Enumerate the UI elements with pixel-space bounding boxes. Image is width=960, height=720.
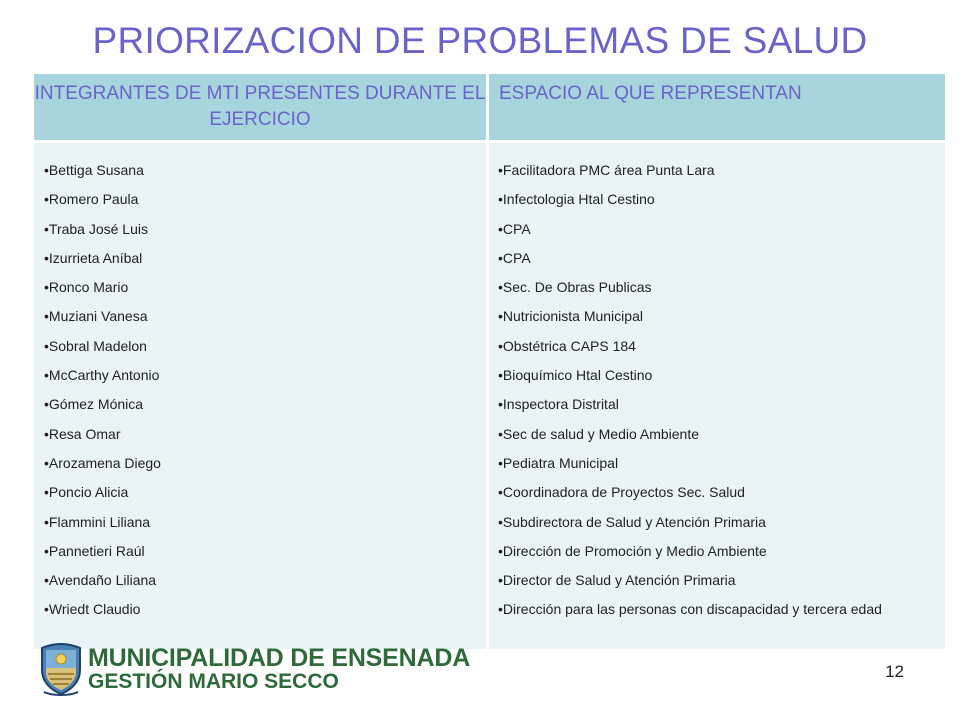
list-item: • Avendaño Liliana [44, 566, 486, 595]
members-table [34, 74, 942, 646]
list-item: • Pediatra Municipal [498, 449, 945, 478]
members-list [44, 156, 486, 625]
list-item: • Subdirectora de Salud y Atención Primaria [498, 508, 945, 537]
list-item: • Sec. De Obras Publicas [498, 273, 945, 302]
logo-line2: GESTIÓN MARIO SECCO [88, 670, 339, 693]
logo-line1: MUNICIPALIDAD DE ENSENADA [88, 644, 471, 672]
spaces-list [498, 156, 945, 625]
members-cell [34, 143, 486, 649]
list-item: • Pannetieri Raúl [44, 537, 486, 566]
list-item: • Traba José Luis [44, 215, 486, 244]
list-item: • Facilitadora PMC área Punta Lara [498, 156, 945, 185]
list-item: • Arozamena Diego [44, 449, 486, 478]
list-item: • McCarthy Antonio [44, 361, 486, 390]
list-item: • Sec de salud y Medio Ambiente [498, 420, 945, 449]
list-item: • Bioquímico Htal Cestino [498, 361, 945, 390]
list-item: • CPA [498, 244, 945, 273]
header-spaces: ESPACIO AL QUE REPRESENTAN [489, 74, 945, 140]
list-item: • Gómez Mónica [44, 390, 486, 419]
list-item: • Sobral Madelon [44, 332, 486, 361]
list-item: • Izurrieta Aníbal [44, 244, 486, 273]
header-members: INTEGRANTES DE MTI PRESENTES DURANTE EL EJERCICIO [34, 74, 486, 140]
list-item: • Nutricionista Municipal [498, 302, 945, 331]
list-item: • Infectologia Htal Cestino [498, 185, 945, 214]
list-item: • CPA [498, 215, 945, 244]
list-item: • Muziani Vanesa [44, 302, 486, 331]
spaces-cell [489, 143, 945, 649]
list-item: • Resa Omar [44, 420, 486, 449]
list-item: • Inspectora Distrital [498, 390, 945, 419]
list-item: • Wriedt Claudio [44, 595, 486, 624]
page-number: 12 [885, 662, 904, 681]
list-item: • Dirección para las personas con discapacidad y tercera edad [498, 595, 945, 624]
list-item: • Romero Paula [44, 185, 486, 214]
page-title: PRIORIZACION DE PROBLEMAS DE SALUD [92, 20, 868, 61]
municipal-seal-icon [38, 642, 84, 696]
list-item: • Dirección de Promoción y Medio Ambiente [498, 537, 945, 566]
list-item: • Flammini Liliana [44, 508, 486, 537]
list-item: • Director de Salud y Atención Primaria [498, 566, 945, 595]
list-item: • Ronco Mario [44, 273, 486, 302]
list-item: • Obstétrica CAPS 184 [498, 332, 945, 361]
list-item: • Bettiga Susana [44, 156, 486, 185]
municipality-logo [38, 640, 471, 696]
list-item: • Poncio Alicia [44, 478, 486, 507]
list-item: • Coordinadora de Proyectos Sec. Salud [498, 478, 945, 507]
